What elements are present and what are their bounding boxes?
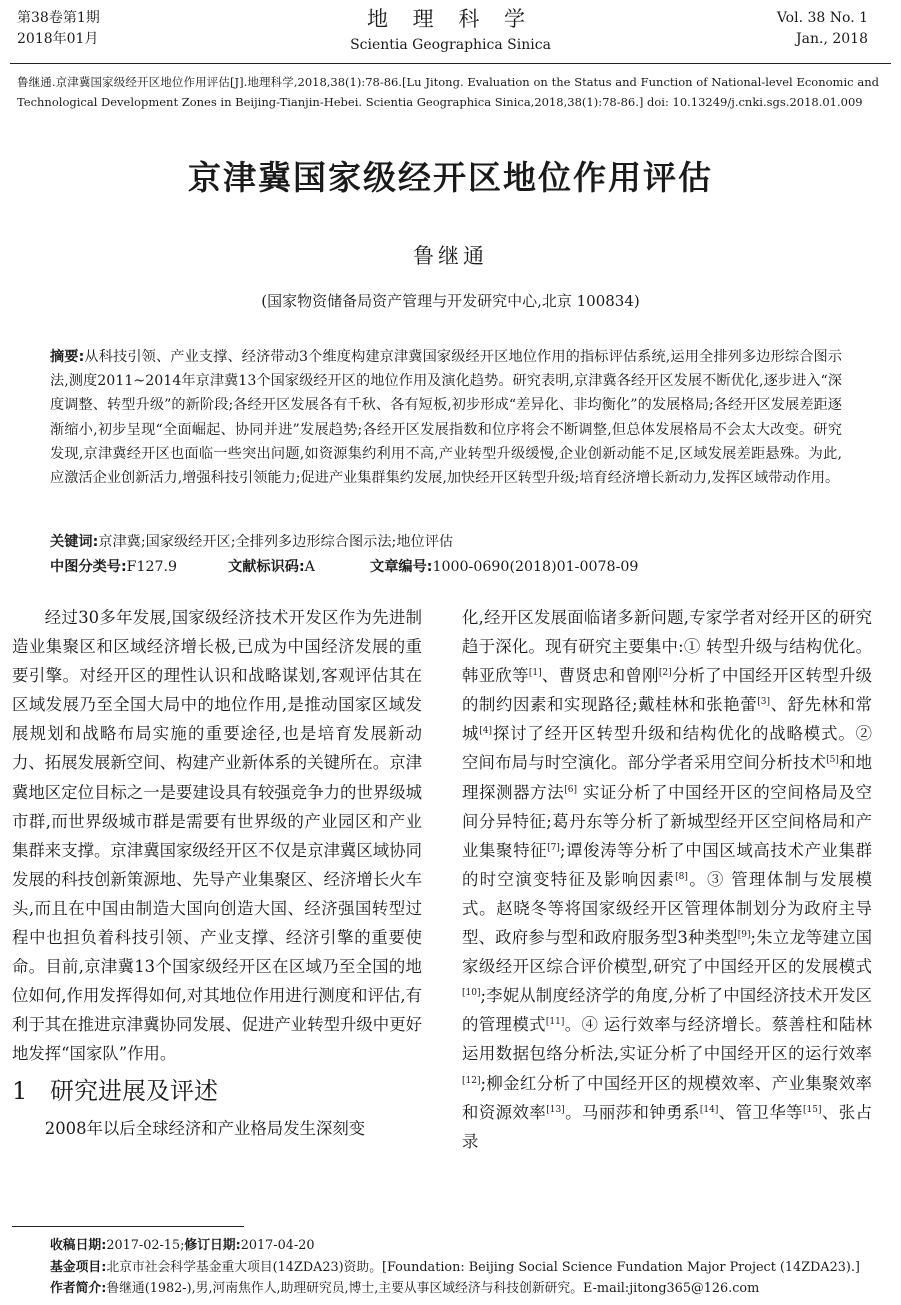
journal-name-cn: 地 理 科 学 — [366, 7, 535, 31]
review-text: ;李妮从制度经济学的角度,分析了中国经济技术开发区的管理模式 — [462, 986, 872, 1035]
revised-label: 修订日期: — [184, 1238, 241, 1253]
keywords — [50, 530, 850, 554]
review-text: ;朱立龙等建立国家级经开区综合评价模型,研究了中国经开区的发展模式 — [462, 928, 872, 977]
doc-code-value: A — [304, 559, 315, 575]
review-text: 探讨了经开区转型升级和结构优化的战略模式。② 空间布局与时空演化。部分学者采用空间分析技术 — [462, 724, 873, 773]
section-heading — [12, 1076, 422, 1106]
article-no-value: 1000-0690(2018)01-0078-09 — [432, 559, 639, 575]
review-text: 分析了中国经开区转型升级的制约因素和实现路径;戴桂林和张艳蕾 — [462, 666, 873, 715]
citation-ref[interactable]: [4] — [479, 726, 493, 737]
abstract-text: 从科技引领、产业支撑、经济带动3个维度构建京津冀国家级经开区地位作用的指标评估系统,运用全排列多边形综合图示法,测度2011~2014年京津冀13个国家级经开区的地位作用及演化趋势。研究表明,京津冀各经开区发展不断优化,逐步进入“深度调整、转型升级”的新阶段;各经开区发展各有千秋、各有短板,初步形成“差异化、非均衡化”的发展格局;各经开区发展差距逐渐缩小,初步呈现“全面崛起、协同并进”发展趋势;各经开区发展指数和位序将会不断调整,但总体发展格局不会太大改变。研究发现,京津冀经开区也面临一些突出问题,如资源集约利用不高,产业转型升级缓慢,企业创新动能不足,区域发展差距悬殊。为此,应激活企业创新活力,增强科技引领能力;促进产业集群集约发展,加快经开区转型升级;培育经济增长新动力,发挥区域带动作用。 — [50, 349, 842, 487]
citation-ref[interactable]: [15] — [803, 1104, 822, 1115]
fund-line — [50, 1257, 890, 1279]
fund-value: 北京市社会科学基金重大项目(14ZDA23)资助。[Foundation: Beijing Social Science Fundation Major Project (14ZDA23).] — [106, 1259, 860, 1275]
abstract — [50, 345, 842, 490]
review-text: 、曹贤忠和曾刚 — [541, 666, 659, 686]
received-value: 2017-02-15; — [106, 1238, 185, 1253]
keywords-text: 京津冀;国家级经开区;全排列多边形综合图示法;地位评估 — [98, 534, 454, 550]
review-text: 化,经开区发展面临诸多新问题,专家学者对经开区的研究趋于深化。现有研究主要集中:① 转型升级与结构优化。韩亚欣等 — [462, 608, 872, 686]
review-text: 、张占录 — [462, 1102, 873, 1151]
author-info-label: 作者简介: — [50, 1281, 107, 1296]
citation-ref[interactable]: [12] — [462, 1075, 481, 1086]
volume-issue-cn: 第38卷第1期 — [17, 10, 100, 26]
body-column-left — [12, 603, 422, 1143]
review-text: 。④ 运行效率与经济增长。蔡善柱和陆林运用数据包络分析法,实证分析了中国经开区的运行效率 — [462, 1015, 873, 1064]
doc-code-item — [228, 555, 370, 579]
header-rule — [10, 63, 891, 64]
citation-ref[interactable]: [14] — [699, 1104, 719, 1115]
citation-ref[interactable]: [9] — [737, 930, 751, 941]
review-text: 和地理探测器方法 — [462, 753, 873, 802]
classification-line — [50, 555, 850, 579]
citation-ref[interactable]: [6] — [564, 784, 578, 795]
article-no-item — [370, 555, 638, 579]
citation: 鲁继通.京津冀国家级经开区地位作用评估[J].地理科学,2018,38(1):78-86.[Lu Jitong. Evaluation on the Status and Function of National-level Economic and Technological Development Zones in Beijing-Tianjin-Hebei. Scientia Geographica Sinica,2018,38(1):78-86.] doi: 10.13249/j.cnki.sgs.2018.01.009 — [17, 75, 879, 109]
review-paragraph — [462, 603, 872, 1156]
section-title: 研究进展及评述 — [50, 1076, 218, 1105]
clc-value: F127.9 — [126, 559, 178, 575]
journal-name-en: Scientia Geographica Sinica — [350, 37, 551, 53]
fund-label: 基金项目: — [50, 1259, 107, 1275]
citation-ref[interactable]: [8] — [675, 871, 688, 882]
clc-item — [50, 555, 228, 579]
body-column-right — [462, 603, 872, 1156]
review-text: 、舒先林和常城 — [462, 695, 872, 744]
citation-ref[interactable]: [13] — [546, 1104, 565, 1115]
footnote-rule — [12, 1226, 244, 1227]
author-name: 鲁继通 — [413, 244, 488, 268]
review-text: 。马丽莎和钟勇系 — [564, 1102, 700, 1122]
running-header-center — [0, 4, 901, 54]
citation-ref[interactable]: [2] — [658, 668, 672, 679]
paper-title: 京津冀国家级经开区地位作用评估 — [188, 158, 713, 197]
intro-paragraph: 经过30多年发展,国家级经济技术开发区作为先进制造业集聚区和区域经济增长极,已成为中国经济发展的重要引擎。对经开区的理性认识和战略谋划,客观评估其在区域发展乃至全国大局中的地位作用,是推动国家区域发展规划和战略布局实施的重要途径,也是培育发展新动力、拓展发展新空间、构建产业新体系的关键所在。京津冀地区定位目标之一是要建设具有较强竞争力的世界级城市群,而世界级城市群是需要有世界级的产业园区和产业集群来支撑。京津冀国家级经开区不仅是京津冀区域协同发展的科技创新策源地、先导产业集聚区、经济增长火车头,而且在中国由制造大国向创造大国、经济强国转型过程中也担负着科技引领、产业支撑、经济引擎的重要使命。目前,京津冀13个国家级经开区在区域乃至全国的地位如何,作用发挥得如何,对其地位作用进行测度和评估,有利于其在推进京津冀协同发展、促进产业转型升级中更好地发挥“国家队”作用。 — [12, 608, 422, 1064]
citation-ref[interactable]: [1] — [528, 668, 542, 679]
date-cn: 2018年01月 — [17, 31, 99, 47]
date-en: Jan., 2018 — [796, 31, 868, 47]
running-header-right — [777, 8, 868, 50]
citation-ref[interactable]: [10] — [462, 988, 481, 999]
abstract-label: 摘要: — [50, 349, 85, 365]
footnote — [50, 1235, 890, 1300]
review-text: 。③ 管理体制与发展模式。赵晓冬等将国家级经开区管理体制划分为政府主导型、政府参与型和政府服务型3种类型 — [462, 869, 872, 948]
citation-ref[interactable]: [7] — [547, 842, 560, 853]
review-text: ;谭俊涛等分析了中国区域高技术产业集群的时空演变特征及影响因素 — [462, 840, 872, 889]
clc-label: 中图分类号: — [50, 559, 127, 575]
volume-issue-en: Vol. 38 No. 1 — [776, 10, 868, 26]
section-paragraph: 2008年以后全球经济和产业格局发生深刻变 — [44, 1118, 366, 1138]
affiliation: (国家物资储备局资产管理与开发研究中心,北京 100834) — [261, 292, 640, 310]
section-number: 1 — [12, 1076, 28, 1105]
keywords-label: 关键词: — [50, 534, 99, 550]
citation-ref[interactable]: [5] — [826, 755, 839, 766]
revised-value: 2017-04-20 — [240, 1238, 315, 1253]
author-info-line — [50, 1278, 890, 1300]
dates-line — [50, 1235, 890, 1257]
author-info-value: 鲁继通(1982-),男,河南焦作人,助理研究员,博士,主要从事区域经济与科技创新研究。E-mail:jitong365@126.com — [106, 1281, 760, 1296]
review-text: 、管卫华等 — [718, 1102, 804, 1122]
review-text: ;柳金红分析了中国经开区的规模效率、产业集聚效率和资源效率 — [462, 1073, 872, 1122]
doc-code-label: 文献标识码: — [228, 559, 305, 575]
article-no-label: 文章编号: — [370, 559, 433, 575]
review-text: 实证分析了中国经开区的空间格局及空间分异特征;葛丹东等分析了新城型经开区空间格局和产业集聚特征 — [462, 782, 873, 860]
received-label: 收稿日期: — [50, 1238, 107, 1253]
citation-ref[interactable]: [3] — [757, 697, 770, 708]
citation-ref[interactable]: [11] — [545, 1017, 565, 1028]
